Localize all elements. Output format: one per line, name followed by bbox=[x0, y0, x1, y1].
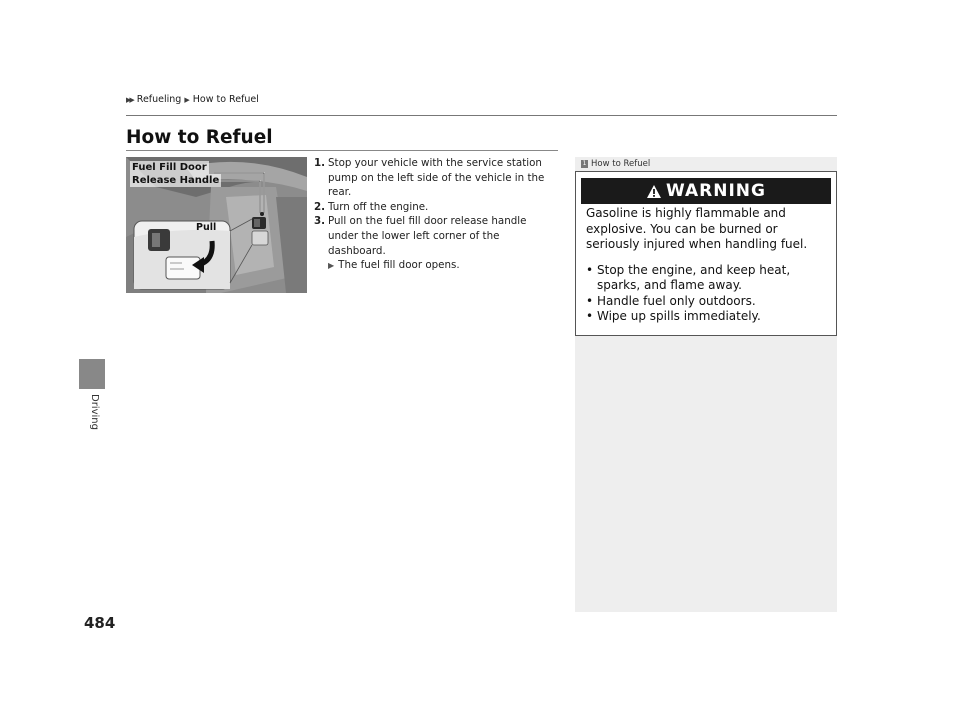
callout-label: Fuel Fill Door bbox=[132, 162, 207, 173]
warning-box bbox=[575, 171, 837, 336]
callout-label: Release Handle bbox=[132, 175, 220, 186]
breadcrumb-arrow-icon: ▶▶ bbox=[126, 95, 133, 104]
reference-marker-icon: 1 bbox=[582, 160, 587, 167]
release-handle-illustration bbox=[126, 157, 307, 293]
warning-header bbox=[581, 178, 831, 204]
breadcrumb-section[interactable]: Refueling bbox=[136, 94, 182, 105]
warning-bullet: • Handle fuel only outdoors. bbox=[586, 294, 831, 310]
warning-bullet: • Stop the engine, and keep heat, sparks, and flame away. bbox=[586, 263, 831, 294]
breadcrumb-arrow-icon: ▶ bbox=[184, 95, 190, 104]
page-title: How to Refuel bbox=[126, 127, 273, 148]
sidebar-reference-label[interactable]: How to Refuel bbox=[591, 159, 651, 169]
page-number: 484 bbox=[84, 614, 116, 632]
warning-text: Gasoline is highly flammable and explosive. You can be burned or seriously injured when handling fuel. bbox=[586, 206, 808, 251]
step-item bbox=[314, 200, 564, 215]
sidebar-reference bbox=[581, 159, 650, 169]
step-text: Stop your vehicle with the service station pump on the left side of the vehicle in the rear. bbox=[328, 157, 545, 199]
step-text: Turn off the engine. bbox=[328, 200, 429, 213]
step-text: Pull on the fuel fill door release handle under the lower left corner of the dashboard. bbox=[328, 215, 527, 257]
result-arrow-icon: ▶ bbox=[328, 261, 335, 271]
warning-triangle-icon bbox=[646, 184, 662, 199]
step-number: 1. bbox=[314, 157, 326, 169]
step-item bbox=[314, 156, 564, 200]
step-result bbox=[314, 258, 564, 274]
result-text: The fuel fill door opens. bbox=[338, 259, 460, 272]
step-number: 2. bbox=[314, 200, 326, 213]
chapter-tab-label: Driving bbox=[89, 394, 100, 430]
warning-body bbox=[586, 206, 831, 325]
step-item bbox=[314, 214, 564, 258]
breadcrumb-page[interactable]: How to Refuel bbox=[192, 94, 259, 105]
procedure-steps bbox=[314, 156, 564, 274]
pull-label: Pull bbox=[196, 222, 217, 233]
header-divider bbox=[126, 115, 837, 116]
step-number: 3. bbox=[314, 215, 326, 228]
warning-bullet: • Wipe up spills immediately. bbox=[586, 309, 831, 325]
warning-bullet-list bbox=[586, 263, 831, 325]
title-divider bbox=[126, 150, 558, 151]
warning-heading: WARNING bbox=[666, 181, 766, 201]
chapter-tab-marker bbox=[79, 359, 105, 389]
breadcrumb bbox=[126, 94, 259, 105]
